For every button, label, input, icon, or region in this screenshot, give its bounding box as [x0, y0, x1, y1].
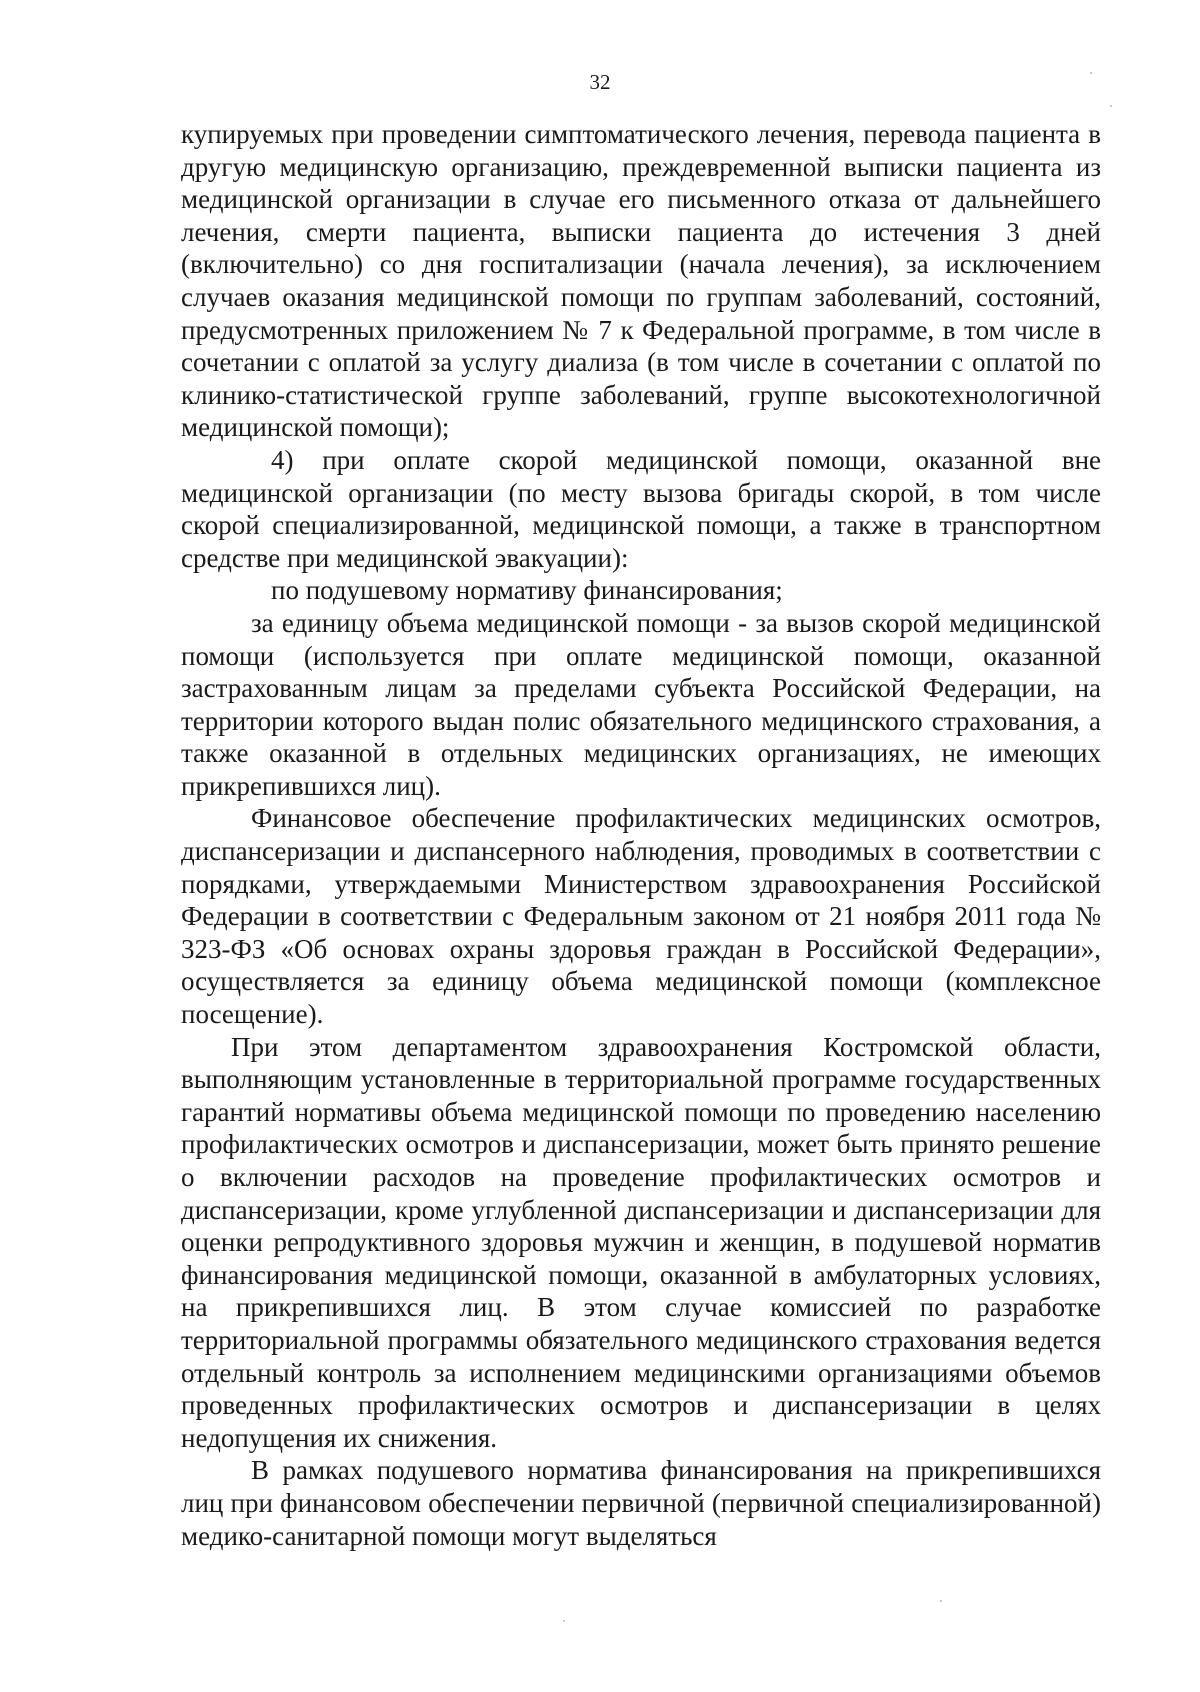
scan-speck — [563, 1620, 565, 1622]
paragraph-health-department: При этом департаментом здравоохранения Костромской области, выполняющим установленные в территориальной программе государственных гарантий нормативы объема медицинской помощи по проведению населению профилактических осмотров и диспансеризации, может быть принято решение о включении расходов на проведение профилактических осмотров и диспансеризации, кроме углубленной диспансеризации и диспансеризации для оценки репродуктивного здоровья мужчин и женщин, в подушевой норматив финансирования медицинской помощи, оказанной в амбулаторных условиях, на прикрепившихся лиц. В этом случае комиссией по разработке территориальной программы обязательного медицинского страхования ведется отдельный контроль за исполнением медицинскими организациями объемов проведенных профилактических осмотров и диспансеризации в целях недопущения их снижения. — [181, 1031, 1101, 1453]
paragraph-per-capita: по подушевому нормативу финансирования; — [271, 575, 783, 606]
paragraph-ambulance-payment: 4) при оплате скорой медицинской помощи, оказанной вне медицинской организации (по месту вызова бригады скорой, в том числе скорой специализированной, медицинской помощи, а также в транспортном средстве при медицинской эвакуации): — [181, 444, 1101, 573]
page-number: 32 — [589, 70, 611, 94]
paragraph-continuation: купируемых при проведении симптоматического лечения, перевода пациента в другую медицинскую организацию, преждевременной выписки пациента из медицинской организации в случае его письменного отказа от дальнейшего лечения, смерти пациента, выписки пациента до истечения 3 дней (включительно) со дня госпитализации (начала лечения), за исключением случаев оказания медицинской помощи по группам заболеваний, состояний, предусмотренных приложением № 7 к Федеральной программе, в том числе в сочетании с оплатой за услугу диализа (в том числе в сочетании с оплатой по клинико-статистической группе заболеваний, группе высокотехнологичной медицинской помощи); — [181, 119, 1101, 443]
body-text — [181, 118, 1101, 1552]
scan-speck — [1110, 105, 1112, 107]
paragraph-preventive-exams: Финансовое обеспечение профилактических медицинских осмотров, диспансеризации и диспансерного наблюдения, проводимых в соответствии с порядками, утверждаемыми Министерством здравоохранения Российской Федерации в соответствии с Федеральным законом от 21 ноября 2011 года № 323-ФЗ «Об основах охраны здоровья граждан в Российской Федерации», осуществляется за единицу объема медицинской помощи (комплексное посещение). — [181, 803, 1101, 1030]
paragraph-per-capita-standard: В рамках подушевого норматива финансирования на прикрепившихся лиц при финансовом обеспечении первичной (первичной специализированной) медико-санитарной помощи могут выделяться — [181, 1455, 1101, 1551]
paragraph-unit-volume: за единицу объема медицинской помощи - за вызов скорой медицинской помощи (используется при оплате медицинской помощи, оказанной застрахованным лицам за пределами субъекта Российской Федерации, на территории которого выдан полис обязательного медицинского страхования, а также оказанной в отдельных медицинских организациях, не имеющих прикрепившихся лиц). — [181, 607, 1101, 801]
scan-speck — [940, 1600, 942, 1602]
scan-speck — [1090, 72, 1092, 74]
